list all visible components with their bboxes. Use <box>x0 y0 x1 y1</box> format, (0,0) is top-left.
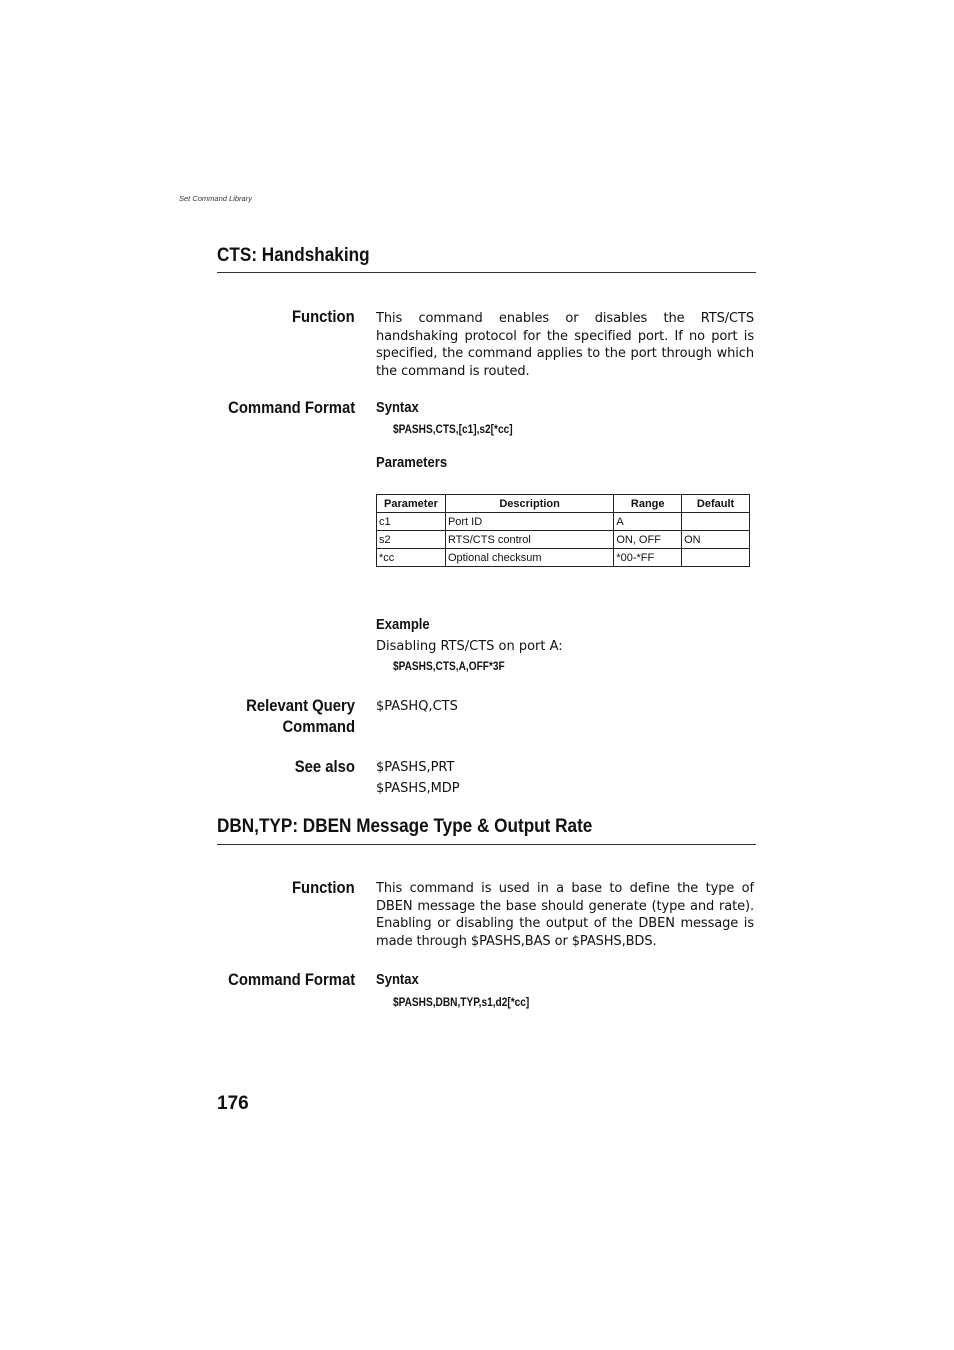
see-also-item: $PASHS,PRT <box>376 760 455 775</box>
section-rule <box>217 844 756 845</box>
table-cell: c1 <box>377 513 446 531</box>
table-cell: A <box>614 513 682 531</box>
parameters-table <box>376 494 750 567</box>
section-title-dbn-typ: DBN,TYP: DBEN Message Type & Output Rate <box>217 815 593 837</box>
running-head: Set Command Library <box>179 194 252 203</box>
see-also-label: See also <box>294 758 355 776</box>
table-cell: ON, OFF <box>614 531 682 549</box>
syntax-heading: Syntax <box>376 400 419 416</box>
function-description: This command enables or disables the RTS/CTS handshaking protocol for the specified port. If no port is specified, the command applies to the port through which the command is routed. <box>376 311 754 379</box>
see-also-item: $PASHS,MDP <box>376 781 460 796</box>
example-code: $PASHS,CTS,A,OFF*3F <box>393 661 505 673</box>
relevant-query-label-line2: Command <box>282 718 355 736</box>
see-also-list <box>376 757 460 799</box>
function-label: Function <box>292 879 355 897</box>
table-cell: s2 <box>377 531 446 549</box>
relevant-query-label-line1: Relevant Query <box>246 697 355 715</box>
table-cell: Optional checksum <box>445 549 613 567</box>
command-format-label: Command Format <box>227 971 355 989</box>
table-cell: *00-*FF <box>614 549 682 567</box>
syntax-code: $PASHS,CTS,[c1],s2[*cc] <box>393 424 513 436</box>
example-heading: Example <box>376 617 430 633</box>
syntax-heading: Syntax <box>376 972 419 988</box>
function-description: This command is used in a base to define the type of DBEN message the base should generate (type and rate). Enabling or disabling the output of the DBEN message is made through $PASHS,BAS or $PASHS,BDS. <box>376 881 754 949</box>
table-row <box>377 531 750 549</box>
relevant-query-value: $PASHQ,CTS <box>376 699 458 714</box>
column-header-default: Default <box>682 495 750 513</box>
table-cell: *cc <box>377 549 446 567</box>
section-title-cts: CTS: Handshaking <box>217 244 370 266</box>
table-cell <box>682 513 750 531</box>
relevant-query-label <box>246 696 355 738</box>
function-label: Function <box>292 308 355 326</box>
table-row <box>377 549 750 567</box>
column-header-parameter: Parameter <box>377 495 446 513</box>
command-format-label: Command Format <box>227 399 355 417</box>
parameters-heading: Parameters <box>376 455 448 471</box>
syntax-code: $PASHS,DBN,TYP,s1,d2[*cc] <box>393 997 530 1009</box>
section-rule <box>217 272 756 273</box>
column-header-description: Description <box>445 495 613 513</box>
table-row <box>377 513 750 531</box>
table-cell: RTS/CTS control <box>445 531 613 549</box>
table-cell: ON <box>682 531 750 549</box>
column-header-range: Range <box>614 495 682 513</box>
table-header-row <box>377 495 750 513</box>
example-description: Disabling RTS/CTS on port A: <box>376 639 563 654</box>
table-cell: Port ID <box>445 513 613 531</box>
page-number: 176 <box>217 1093 249 1114</box>
table-cell <box>682 549 750 567</box>
